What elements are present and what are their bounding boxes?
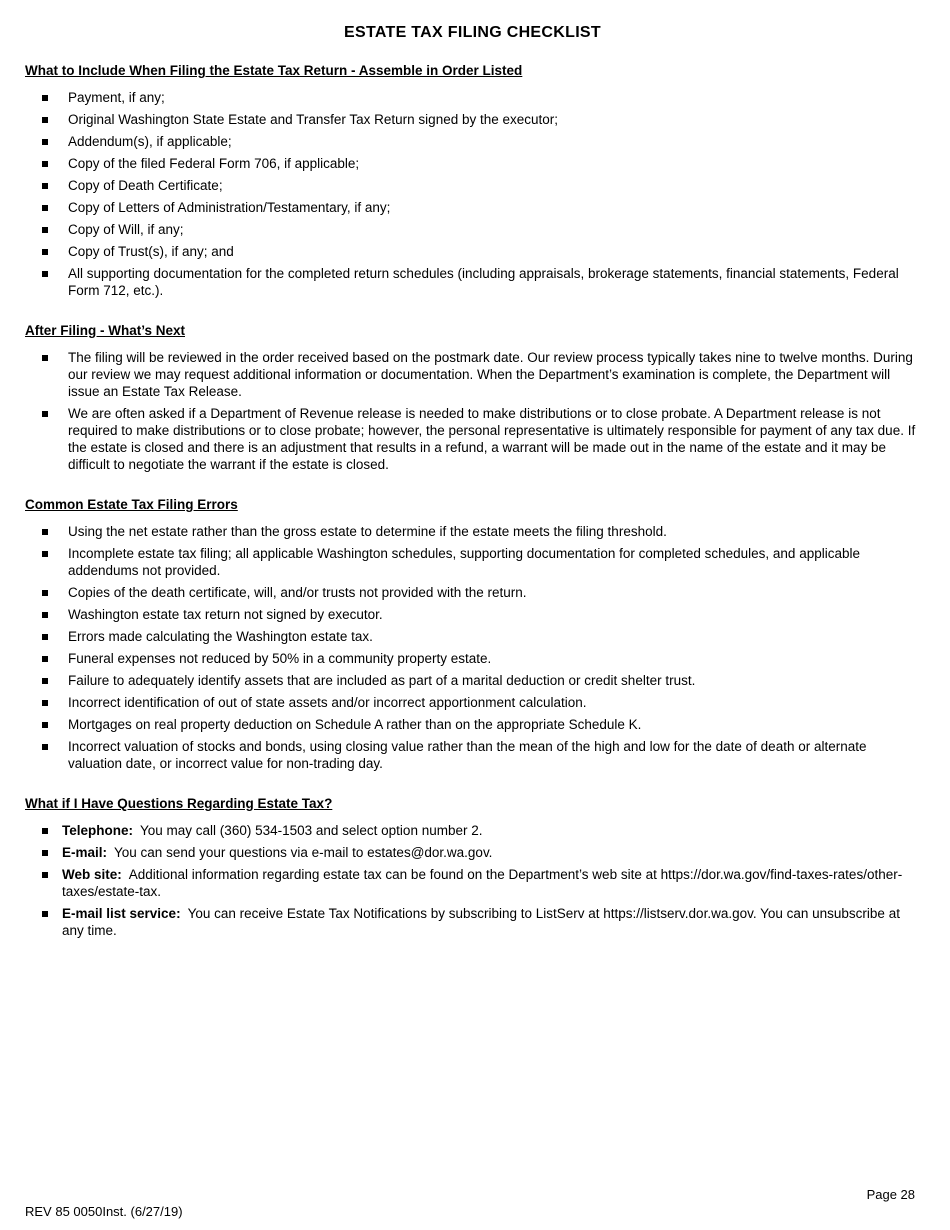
page-number: Page 28 [866,1187,915,1202]
section-heading-common-errors: Common Estate Tax Filing Errors [25,497,238,512]
list-item: The filing will be reviewed in the order received based on the postmark date. Our review process typically takes nine to twelve months. During our review we may request additional information or documentation. When the Department’s examination is complete, the Department will issue an Estate Tax Release. [25,349,920,400]
email-text: You can send your questions via e-mail to estates@dor.wa.gov. [114,845,493,860]
list-item: Failure to adequately identify assets that are included as part of a marital deduction or credit shelter trust. [25,672,920,689]
list-item: Incomplete estate tax filing; all applicable Washington schedules, supporting documentation for completed schedules, and applicable addendums not provided. [25,545,920,579]
website-label: Web site: [62,867,122,882]
list-item: Addendum(s), if applicable; [25,133,920,150]
listserv-text: You can receive Estate Tax Notifications by subscribing to ListServ at https://listserv.dor.wa.gov. You can unsubscribe at any time. [62,906,900,938]
list-item: Copy of Death Certificate; [25,177,920,194]
section-heading-after-filing: After Filing - What’s Next [25,323,186,338]
list-item-email [25,844,920,861]
list-item-telephone [25,822,920,839]
list-item: We are often asked if a Department of Revenue release is needed to make distributions or to close probate. A Department release is not required to make distributions or to close probate; however, the personal representative is ultimately responsible for payment of any tax due. If the estate is closed and there is an adjustment that results in a refund, a warrant will be made out in the name of the estate and it may be difficult to negotiate the warrant if the estate is closed. [25,405,920,473]
list-item: Copy of Trust(s), if any; and [25,243,920,260]
list-item-listserv [25,905,920,939]
list-item: Payment, if any; [25,89,920,106]
common-errors-list [25,523,920,772]
page-title: ESTATE TAX FILING CHECKLIST [344,24,601,41]
list-item: Copy of Letters of Administration/Testamentary, if any; [25,199,920,216]
section-common-errors [25,497,920,772]
telephone-text: You may call (360) 534-1503 and select option number 2. [140,823,483,838]
document-revision-id: REV 85 0050Inst. (6/27/19) [25,1204,183,1219]
section-questions [25,796,920,939]
list-item: Original Washington State Estate and Transfer Tax Return signed by the executor; [25,111,920,128]
listserv-label: E-mail list service: [62,906,181,921]
list-item: Incorrect valuation of stocks and bonds, using closing value rather than the mean of the high and low for the date of death or alternate valuation date, or incorrect value for non-trading day. [25,738,920,772]
section-what-to-include [25,63,920,299]
list-item: Copies of the death certificate, will, and/or trusts not provided with the return. [25,584,920,601]
list-item: Mortgages on real property deduction on Schedule A rather than on the appropriate Schedule K. [25,716,920,733]
list-item-website [25,866,920,900]
section-heading-what-to-include: What to Include When Filing the Estate Tax Return - Assemble in Order Listed [25,63,523,78]
section-after-filing [25,323,920,473]
section-heading-questions: What if I Have Questions Regarding Estate Tax? [25,796,333,811]
list-item: Incorrect identification of out of state assets and/or incorrect apportionment calculation. [25,694,920,711]
list-item: Funeral expenses not reduced by 50% in a community property estate. [25,650,920,667]
website-text: Additional information regarding estate tax can be found on the Department’s web site at https://dor.wa.gov/find-taxes-rates/other-taxes/estate-tax. [62,867,903,899]
list-item: Washington estate tax return not signed by executor. [25,606,920,623]
questions-list [25,822,920,939]
list-item: Errors made calculating the Washington estate tax. [25,628,920,645]
what-to-include-list [25,89,920,299]
list-item: Using the net estate rather than the gross estate to determine if the estate meets the filing threshold. [25,523,920,540]
telephone-label: Telephone: [62,823,134,838]
after-filing-list [25,349,920,473]
email-label: E-mail: [62,845,108,860]
list-item: Copy of the filed Federal Form 706, if applicable; [25,155,920,172]
list-item: All supporting documentation for the completed return schedules (including appraisals, brokerage statements, financial statements, Federal Form 712, etc.). [25,265,920,299]
list-item: Copy of Will, if any; [25,221,920,238]
